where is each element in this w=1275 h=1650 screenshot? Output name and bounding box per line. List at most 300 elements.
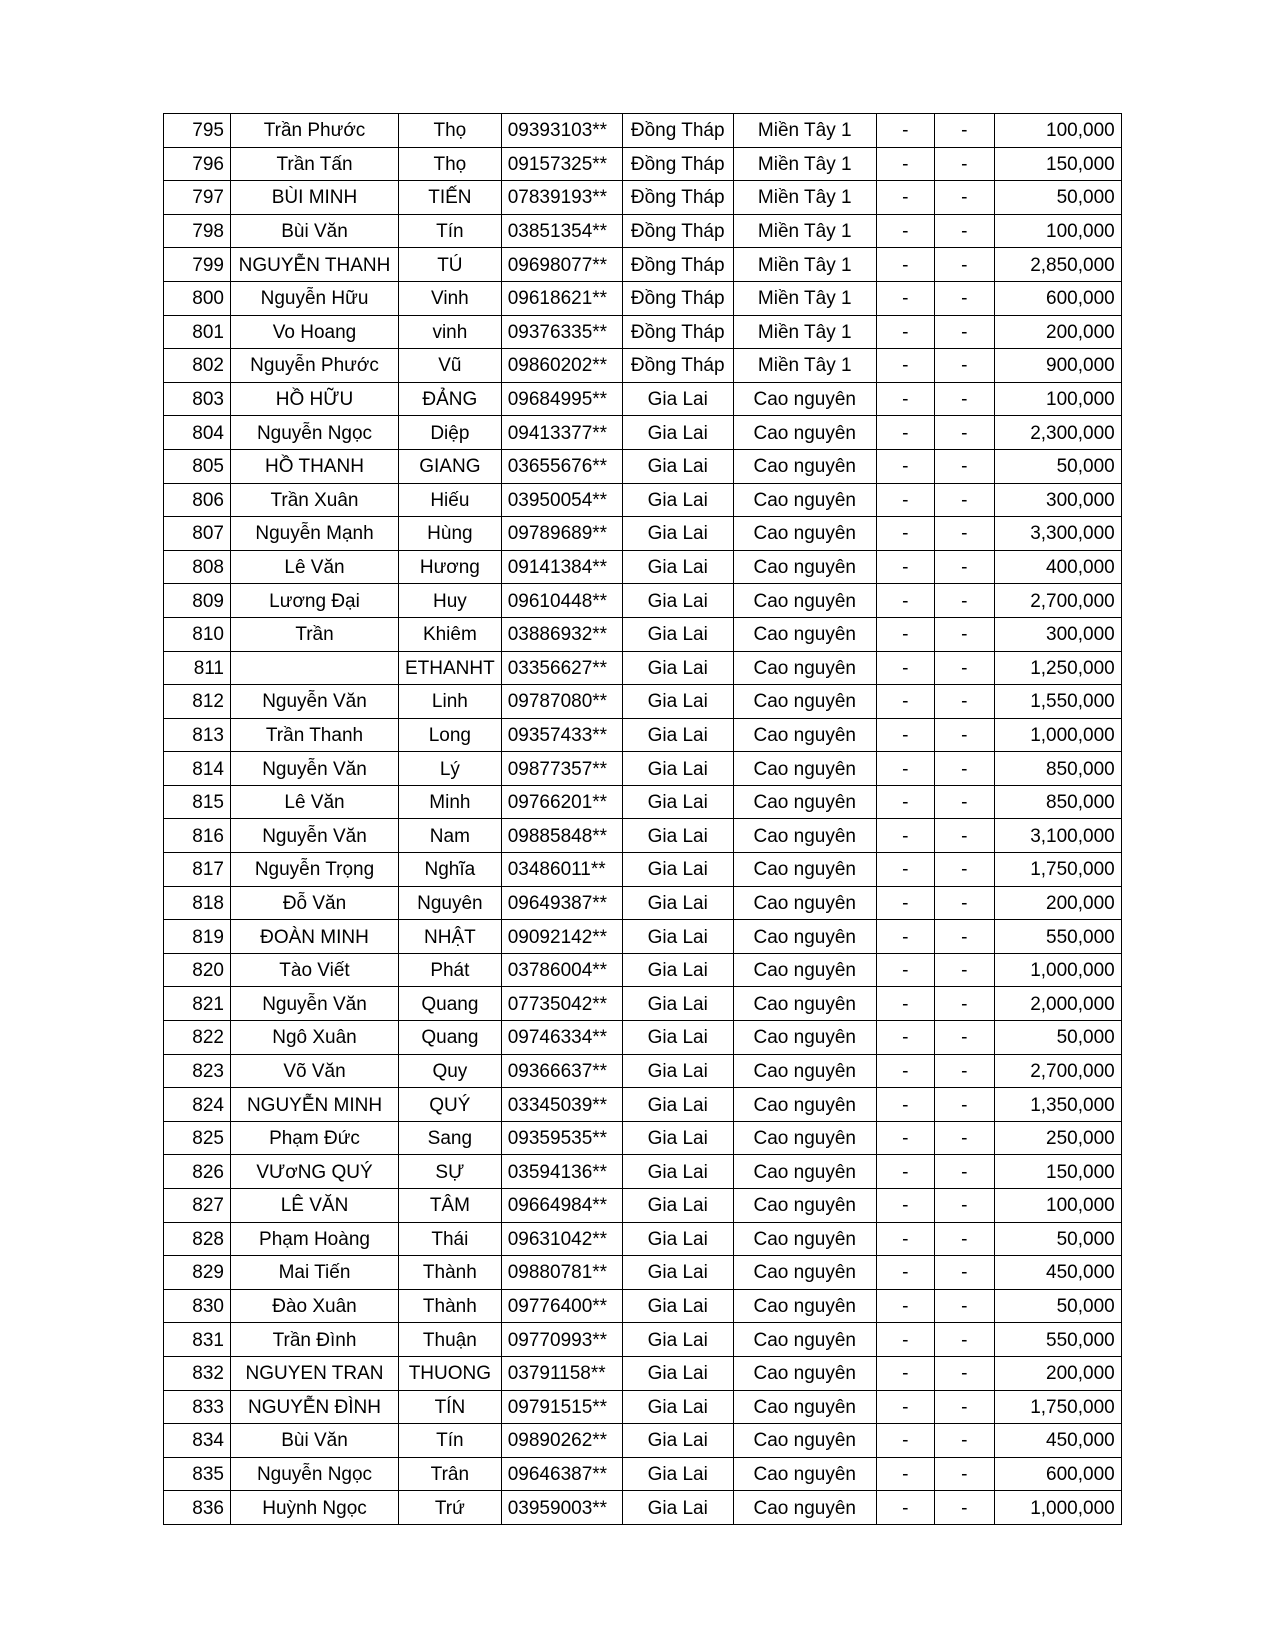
first-name-cell: Minh xyxy=(399,785,502,819)
dash-cell-1: - xyxy=(876,584,934,618)
phone-cell: 09157325** xyxy=(501,147,622,181)
dash-cell-2: - xyxy=(934,1121,994,1155)
province-cell: Gia Lai xyxy=(622,1189,733,1223)
province-cell: Đồng Tháp xyxy=(622,181,733,215)
dash-cell-2: - xyxy=(934,1088,994,1122)
dash-cell-2: - xyxy=(934,1189,994,1223)
dash-cell-1: - xyxy=(876,1222,934,1256)
province-cell: Gia Lai xyxy=(622,1323,733,1357)
amount-cell: 2,000,000 xyxy=(994,987,1121,1021)
last-name-cell: HỒ HỮU xyxy=(231,382,399,416)
amount-cell: 50,000 xyxy=(994,1021,1121,1055)
dash-cell-2: - xyxy=(934,953,994,987)
table-row xyxy=(164,886,1122,920)
amount-cell: 2,700,000 xyxy=(994,584,1121,618)
table-row xyxy=(164,752,1122,786)
province-cell: Gia Lai xyxy=(622,416,733,450)
first-name-cell: Vinh xyxy=(399,281,502,315)
table-row xyxy=(164,1222,1122,1256)
table-row xyxy=(164,1054,1122,1088)
table-row xyxy=(164,987,1122,1021)
dash-cell-2: - xyxy=(934,819,994,853)
region-cell: Cao nguyên xyxy=(733,651,876,685)
region-cell: Cao nguyên xyxy=(733,1390,876,1424)
dash-cell-2: - xyxy=(934,617,994,651)
dash-cell-2: - xyxy=(934,1323,994,1357)
phone-cell: 03851354** xyxy=(501,214,622,248)
first-name-cell: Thọ xyxy=(399,114,502,148)
table-row xyxy=(164,785,1122,819)
dash-cell-2: - xyxy=(934,1256,994,1290)
dash-cell-2: - xyxy=(934,886,994,920)
table-row xyxy=(164,382,1122,416)
last-name-cell: Nguyễn Trọng xyxy=(231,853,399,887)
amount-cell: 1,000,000 xyxy=(994,953,1121,987)
row-number: 815 xyxy=(164,785,231,819)
row-number: 798 xyxy=(164,214,231,248)
amount-cell: 50,000 xyxy=(994,1289,1121,1323)
last-name-cell: Mai Tiến xyxy=(231,1256,399,1290)
table-row xyxy=(164,953,1122,987)
row-number: 814 xyxy=(164,752,231,786)
first-name-cell: Lý xyxy=(399,752,502,786)
dash-cell-2: - xyxy=(934,987,994,1021)
phone-cell: 03950054** xyxy=(501,483,622,517)
last-name-cell: Nguyễn Văn xyxy=(231,685,399,719)
province-cell: Gia Lai xyxy=(622,617,733,651)
province-cell: Đồng Tháp xyxy=(622,114,733,148)
amount-cell: 2,700,000 xyxy=(994,1054,1121,1088)
table-row xyxy=(164,1155,1122,1189)
first-name-cell: vinh xyxy=(399,315,502,349)
last-name-cell: NGUYỄN ĐÌNH xyxy=(231,1390,399,1424)
last-name-cell: Huỳnh Ngọc xyxy=(231,1491,399,1525)
dash-cell-2: - xyxy=(934,1155,994,1189)
dash-cell-1: - xyxy=(876,1121,934,1155)
province-cell: Gia Lai xyxy=(622,685,733,719)
table-row xyxy=(164,449,1122,483)
phone-cell: 09649387** xyxy=(501,886,622,920)
dash-cell-2: - xyxy=(934,1289,994,1323)
province-cell: Gia Lai xyxy=(622,584,733,618)
dash-cell-1: - xyxy=(876,1424,934,1458)
table-row xyxy=(164,483,1122,517)
phone-cell: 09890262** xyxy=(501,1424,622,1458)
last-name-cell: LÊ VĂN xyxy=(231,1189,399,1223)
first-name-cell: Trứ xyxy=(399,1491,502,1525)
region-cell: Cao nguyên xyxy=(733,483,876,517)
table-row xyxy=(164,1356,1122,1390)
row-number: 833 xyxy=(164,1390,231,1424)
amount-cell: 850,000 xyxy=(994,785,1121,819)
amount-cell: 100,000 xyxy=(994,1189,1121,1223)
dash-cell-2: - xyxy=(934,853,994,887)
first-name-cell: Quang xyxy=(399,1021,502,1055)
table-row xyxy=(164,1323,1122,1357)
dash-cell-1: - xyxy=(876,1457,934,1491)
dash-cell-2: - xyxy=(934,248,994,282)
phone-cell: 09393103** xyxy=(501,114,622,148)
table-row xyxy=(164,920,1122,954)
dash-cell-2: - xyxy=(934,785,994,819)
phone-cell: 09610448** xyxy=(501,584,622,618)
region-cell: Cao nguyên xyxy=(733,416,876,450)
first-name-cell: TIẾN xyxy=(399,181,502,215)
dash-cell-2: - xyxy=(934,752,994,786)
province-cell: Đồng Tháp xyxy=(622,147,733,181)
dash-cell-1: - xyxy=(876,1054,934,1088)
province-cell: Gia Lai xyxy=(622,1424,733,1458)
row-number: 818 xyxy=(164,886,231,920)
row-number: 800 xyxy=(164,281,231,315)
first-name-cell: Long xyxy=(399,718,502,752)
phone-cell: 03356627** xyxy=(501,651,622,685)
province-cell: Đồng Tháp xyxy=(622,248,733,282)
phone-cell: 09141384** xyxy=(501,550,622,584)
dash-cell-1: - xyxy=(876,1491,934,1525)
amount-cell: 850,000 xyxy=(994,752,1121,786)
dash-cell-2: - xyxy=(934,1222,994,1256)
table-row xyxy=(164,1256,1122,1290)
dash-cell-1: - xyxy=(876,785,934,819)
last-name-cell: Nguyễn Phước xyxy=(231,349,399,383)
dash-cell-1: - xyxy=(876,416,934,450)
last-name-cell: Nguyễn Hữu xyxy=(231,281,399,315)
table-row xyxy=(164,1189,1122,1223)
row-number: 821 xyxy=(164,987,231,1021)
row-number: 832 xyxy=(164,1356,231,1390)
table-row xyxy=(164,853,1122,887)
region-cell: Cao nguyên xyxy=(733,1121,876,1155)
province-cell: Gia Lai xyxy=(622,517,733,551)
dash-cell-2: - xyxy=(934,685,994,719)
region-cell: Miền Tây 1 xyxy=(733,147,876,181)
row-number: 813 xyxy=(164,718,231,752)
row-number: 797 xyxy=(164,181,231,215)
region-cell: Cao nguyên xyxy=(733,449,876,483)
last-name-cell: Lương Đại xyxy=(231,584,399,618)
province-cell: Gia Lai xyxy=(622,1054,733,1088)
table-row xyxy=(164,1021,1122,1055)
region-cell: Cao nguyên xyxy=(733,718,876,752)
amount-cell: 1,750,000 xyxy=(994,853,1121,887)
last-name-cell: Trần Xuân xyxy=(231,483,399,517)
phone-cell: 09791515** xyxy=(501,1390,622,1424)
first-name-cell: Thọ xyxy=(399,147,502,181)
phone-cell: 09357433** xyxy=(501,718,622,752)
province-cell: Gia Lai xyxy=(622,550,733,584)
dash-cell-1: - xyxy=(876,685,934,719)
row-number: 817 xyxy=(164,853,231,887)
province-cell: Gia Lai xyxy=(622,718,733,752)
province-cell: Đồng Tháp xyxy=(622,349,733,383)
first-name-cell: Thành xyxy=(399,1256,502,1290)
dash-cell-1: - xyxy=(876,550,934,584)
amount-cell: 550,000 xyxy=(994,1323,1121,1357)
amount-cell: 250,000 xyxy=(994,1121,1121,1155)
first-name-cell: ĐẢNG xyxy=(399,382,502,416)
region-cell: Cao nguyên xyxy=(733,752,876,786)
region-cell: Cao nguyên xyxy=(733,1189,876,1223)
region-cell: Miền Tây 1 xyxy=(733,349,876,383)
dash-cell-2: - xyxy=(934,920,994,954)
last-name-cell: Bùi Văn xyxy=(231,1424,399,1458)
region-cell: Cao nguyên xyxy=(733,1457,876,1491)
region-cell: Cao nguyên xyxy=(733,1356,876,1390)
row-number: 802 xyxy=(164,349,231,383)
province-cell: Gia Lai xyxy=(622,1222,733,1256)
row-number: 834 xyxy=(164,1424,231,1458)
last-name-cell: NGUYỄN THANH xyxy=(231,248,399,282)
first-name-cell: Thái xyxy=(399,1222,502,1256)
row-number: 829 xyxy=(164,1256,231,1290)
row-number: 809 xyxy=(164,584,231,618)
table-row xyxy=(164,315,1122,349)
amount-cell: 1,750,000 xyxy=(994,1390,1121,1424)
dash-cell-2: - xyxy=(934,483,994,517)
last-name-cell: BÙI MINH xyxy=(231,181,399,215)
row-number: 808 xyxy=(164,550,231,584)
row-number: 827 xyxy=(164,1189,231,1223)
amount-cell: 100,000 xyxy=(994,382,1121,416)
first-name-cell: Quy xyxy=(399,1054,502,1088)
phone-cell: 03959003** xyxy=(501,1491,622,1525)
province-cell: Gia Lai xyxy=(622,1356,733,1390)
first-name-cell: Phát xyxy=(399,953,502,987)
region-cell: Cao nguyên xyxy=(733,819,876,853)
dash-cell-2: - xyxy=(934,214,994,248)
dash-cell-1: - xyxy=(876,517,934,551)
first-name-cell: THUONG xyxy=(399,1356,502,1390)
amount-cell: 600,000 xyxy=(994,1457,1121,1491)
table-row xyxy=(164,248,1122,282)
row-number: 812 xyxy=(164,685,231,719)
dash-cell-2: - xyxy=(934,315,994,349)
phone-cell: 09366637** xyxy=(501,1054,622,1088)
phone-cell: 09880781** xyxy=(501,1256,622,1290)
phone-cell: 09787080** xyxy=(501,685,622,719)
first-name-cell: Tín xyxy=(399,1424,502,1458)
dash-cell-1: - xyxy=(876,181,934,215)
amount-cell: 550,000 xyxy=(994,920,1121,954)
dash-cell-1: - xyxy=(876,449,934,483)
table-row xyxy=(164,651,1122,685)
province-cell: Gia Lai xyxy=(622,651,733,685)
phone-cell: 09789689** xyxy=(501,517,622,551)
region-cell: Cao nguyên xyxy=(733,1289,876,1323)
region-cell: Cao nguyên xyxy=(733,1021,876,1055)
first-name-cell: Hương xyxy=(399,550,502,584)
last-name-cell: ĐOÀN MINH xyxy=(231,920,399,954)
phone-cell: 03345039** xyxy=(501,1088,622,1122)
dash-cell-2: - xyxy=(934,382,994,416)
dash-cell-1: - xyxy=(876,281,934,315)
province-cell: Gia Lai xyxy=(622,1121,733,1155)
row-number: 806 xyxy=(164,483,231,517)
last-name-cell: Đào Xuân xyxy=(231,1289,399,1323)
province-cell: Gia Lai xyxy=(622,483,733,517)
last-name-cell: Trần Đình xyxy=(231,1323,399,1357)
amount-cell: 2,850,000 xyxy=(994,248,1121,282)
phone-cell: 09698077** xyxy=(501,248,622,282)
row-number: 804 xyxy=(164,416,231,450)
phone-cell: 09860202** xyxy=(501,349,622,383)
winners-table xyxy=(163,113,1122,1525)
first-name-cell: Linh xyxy=(399,685,502,719)
dash-cell-1: - xyxy=(876,853,934,887)
last-name-cell: Trần Tấn xyxy=(231,147,399,181)
dash-cell-1: - xyxy=(876,1256,934,1290)
dash-cell-1: - xyxy=(876,483,934,517)
region-cell: Cao nguyên xyxy=(733,382,876,416)
last-name-cell: HỒ THANH xyxy=(231,449,399,483)
province-cell: Đồng Tháp xyxy=(622,214,733,248)
amount-cell: 1,000,000 xyxy=(994,718,1121,752)
first-name-cell: Hiếu xyxy=(399,483,502,517)
amount-cell: 200,000 xyxy=(994,315,1121,349)
first-name-cell: TÚ xyxy=(399,248,502,282)
table-row xyxy=(164,685,1122,719)
last-name-cell: Nguyễn Văn xyxy=(231,752,399,786)
province-cell: Gia Lai xyxy=(622,382,733,416)
region-cell: Cao nguyên xyxy=(733,550,876,584)
first-name-cell: SỰ xyxy=(399,1155,502,1189)
dash-cell-2: - xyxy=(934,449,994,483)
first-name-cell: Sang xyxy=(399,1121,502,1155)
region-cell: Cao nguyên xyxy=(733,853,876,887)
dash-cell-2: - xyxy=(934,181,994,215)
dash-cell-2: - xyxy=(934,1021,994,1055)
region-cell: Cao nguyên xyxy=(733,1054,876,1088)
phone-cell: 03486011** xyxy=(501,853,622,887)
last-name-cell: Trần xyxy=(231,617,399,651)
dash-cell-1: - xyxy=(876,1390,934,1424)
province-cell: Gia Lai xyxy=(622,1390,733,1424)
amount-cell: 300,000 xyxy=(994,617,1121,651)
amount-cell: 300,000 xyxy=(994,483,1121,517)
amount-cell: 200,000 xyxy=(994,1356,1121,1390)
row-number: 795 xyxy=(164,114,231,148)
amount-cell: 1,350,000 xyxy=(994,1088,1121,1122)
last-name-cell: Trần Phước xyxy=(231,114,399,148)
table-row xyxy=(164,550,1122,584)
first-name-cell: Quang xyxy=(399,987,502,1021)
phone-cell: 09618621** xyxy=(501,281,622,315)
province-cell: Gia Lai xyxy=(622,953,733,987)
amount-cell: 3,300,000 xyxy=(994,517,1121,551)
first-name-cell: Nam xyxy=(399,819,502,853)
table-row xyxy=(164,349,1122,383)
first-name-cell: Khiêm xyxy=(399,617,502,651)
dash-cell-2: - xyxy=(934,114,994,148)
row-number: 830 xyxy=(164,1289,231,1323)
last-name-cell: Tào Viết xyxy=(231,953,399,987)
dash-cell-1: - xyxy=(876,147,934,181)
region-cell: Cao nguyên xyxy=(733,1424,876,1458)
table-row xyxy=(164,1088,1122,1122)
last-name-cell: Lê Văn xyxy=(231,785,399,819)
table-row xyxy=(164,819,1122,853)
table-row xyxy=(164,617,1122,651)
dash-cell-1: - xyxy=(876,382,934,416)
last-name-cell: NGUYỄN MINH xyxy=(231,1088,399,1122)
region-cell: Cao nguyên xyxy=(733,987,876,1021)
dash-cell-1: - xyxy=(876,114,934,148)
row-number: 820 xyxy=(164,953,231,987)
phone-cell: 09776400** xyxy=(501,1289,622,1323)
first-name-cell: TÂM xyxy=(399,1189,502,1223)
row-number: 799 xyxy=(164,248,231,282)
amount-cell: 50,000 xyxy=(994,181,1121,215)
amount-cell: 50,000 xyxy=(994,449,1121,483)
province-cell: Gia Lai xyxy=(622,1088,733,1122)
last-name-cell: Nguyễn Ngọc xyxy=(231,1457,399,1491)
province-cell: Gia Lai xyxy=(622,1491,733,1525)
region-cell: Cao nguyên xyxy=(733,517,876,551)
first-name-cell: Vũ xyxy=(399,349,502,383)
first-name-cell: Nghĩa xyxy=(399,853,502,887)
dash-cell-2: - xyxy=(934,584,994,618)
row-number: 819 xyxy=(164,920,231,954)
amount-cell: 1,000,000 xyxy=(994,1491,1121,1525)
dash-cell-2: - xyxy=(934,1491,994,1525)
table-row xyxy=(164,1121,1122,1155)
row-number: 807 xyxy=(164,517,231,551)
dash-cell-1: - xyxy=(876,315,934,349)
last-name-cell: Nguyễn Ngọc xyxy=(231,416,399,450)
province-cell: Gia Lai xyxy=(622,1021,733,1055)
province-cell: Gia Lai xyxy=(622,853,733,887)
table-row xyxy=(164,718,1122,752)
region-cell: Cao nguyên xyxy=(733,1155,876,1189)
dash-cell-2: - xyxy=(934,517,994,551)
last-name-cell: Ngô Xuân xyxy=(231,1021,399,1055)
first-name-cell: ETHANHT xyxy=(399,651,502,685)
region-cell: Cao nguyên xyxy=(733,886,876,920)
phone-cell: 09664984** xyxy=(501,1189,622,1223)
region-cell: Miền Tây 1 xyxy=(733,315,876,349)
row-number: 823 xyxy=(164,1054,231,1088)
amount-cell: 450,000 xyxy=(994,1424,1121,1458)
phone-cell: 09770993** xyxy=(501,1323,622,1357)
first-name-cell: TÍN xyxy=(399,1390,502,1424)
region-cell: Cao nguyên xyxy=(733,1323,876,1357)
last-name-cell: Vo Hoang xyxy=(231,315,399,349)
row-number: 835 xyxy=(164,1457,231,1491)
first-name-cell: Trân xyxy=(399,1457,502,1491)
phone-cell: 03786004** xyxy=(501,953,622,987)
amount-cell: 1,250,000 xyxy=(994,651,1121,685)
phone-cell: 07735042** xyxy=(501,987,622,1021)
last-name-cell: Phạm Hoàng xyxy=(231,1222,399,1256)
table-row xyxy=(164,214,1122,248)
dash-cell-1: - xyxy=(876,752,934,786)
phone-cell: 07839193** xyxy=(501,181,622,215)
last-name-cell: Đỗ Văn xyxy=(231,886,399,920)
dash-cell-2: - xyxy=(934,349,994,383)
table-row xyxy=(164,517,1122,551)
first-name-cell: Tín xyxy=(399,214,502,248)
phone-cell: 03886932** xyxy=(501,617,622,651)
amount-cell: 1,550,000 xyxy=(994,685,1121,719)
phone-cell: 09885848** xyxy=(501,819,622,853)
dash-cell-1: - xyxy=(876,651,934,685)
province-cell: Gia Lai xyxy=(622,886,733,920)
dash-cell-1: - xyxy=(876,1088,934,1122)
last-name-cell: Võ Văn xyxy=(231,1054,399,1088)
last-name-cell: Nguyễn Mạnh xyxy=(231,517,399,551)
table-row xyxy=(164,1289,1122,1323)
